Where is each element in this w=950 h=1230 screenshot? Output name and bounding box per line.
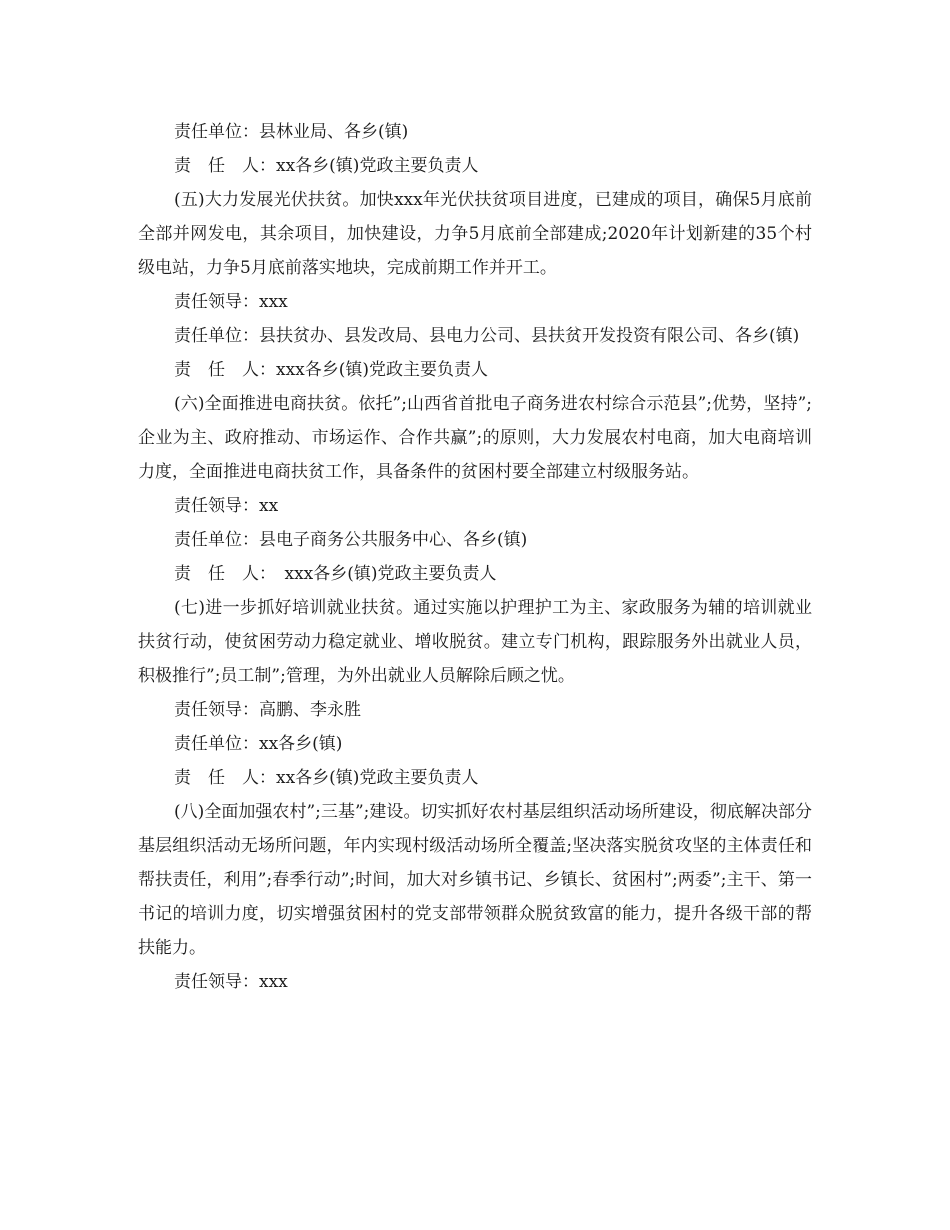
paragraph-responsible-unit-poverty-office: 责任单位：县扶贫办、县发改局、县电力公司、县扶贫开发投资有限公司、各乡(镇) [174,326,800,346]
paragraph-responsible-leader: 责任领导：xxx [174,292,288,312]
paragraph-responsible-leader: 责任领导：高鹏、李永胜 [174,700,361,720]
paragraph-responsible-unit-forestry: 责任单位：县林业局、各乡(镇) [174,122,409,142]
paragraph-section-six-ecommerce: (六)全面推进电商扶贫。依托”;山西省首批电子商务进农村综合示范县”;优势，坚持”;企业为主、政府推动、市场运作、合作共赢”;的原则，大力发展农村电商，加大电商培训力度，全面推进电商扶贫工作，具备条件的贫困村要全部建立村级服务站。 [138,394,812,482]
paragraph-section-five-photovoltaic: (五)大力发展光伏扶贫。加快xxx年光伏扶贫项目进度，已建成的项目，确保5月底前全部并网发电，其余项目，加快建设，力争5月底前全部建成;2020年计划新建的35个村级电站，力争5月底前落实地块，完成前期工作并开工。 [138,190,812,278]
paragraph-responsible-leader: 责任领导：xx [174,496,279,516]
paragraph-responsible-person: 责 任 人：xx各乡(镇)党政主要负责人 [174,156,479,176]
paragraph-responsible-unit-ecommerce-center: 责任单位：县电子商务公共服务中心、各乡(镇) [174,530,528,550]
paragraph-responsible-person: 责 任 人： xxx各乡(镇)党政主要负责人 [174,564,497,584]
paragraph-responsible-person: 责 任 人：xxx各乡(镇)党政主要负责人 [174,360,489,380]
paragraph-responsible-leader: 责任领导：xxx [174,972,288,992]
paragraph-responsible-person: 责 任 人：xx各乡(镇)党政主要负责人 [174,768,479,788]
paragraph-section-eight-rural-basics: (八)全面加强农村”;三基”;建设。切实抓好农村基层组织活动场所建设，彻底解决部分基层组织活动无场所问题，年内实现村级活动场所全覆盖;坚决落实脱贫攻坚的主体责任和帮扶责任，利用”;春季行动”;时间，加大对乡镇书记、乡镇长、贫困村”;两委”;主干、第一书记的培训力度，切实增强贫困村的党支部带领群众脱贫致富的能力，提升各级干部的帮扶能力。 [138,802,812,958]
document-body [138,115,812,999]
paragraph-responsible-unit-towns: 责任单位：xx各乡(镇) [174,734,343,754]
paragraph-section-seven-training: (七)进一步抓好培训就业扶贫。通过实施以护理护工为主、家政服务为辅的培训就业扶贫行动，使贫困劳动力稳定就业、增收脱贫。建立专门机构，跟踪服务外出就业人员，积极推行”;员工制”;管理，为外出就业人员解除后顾之忧。 [138,598,812,686]
